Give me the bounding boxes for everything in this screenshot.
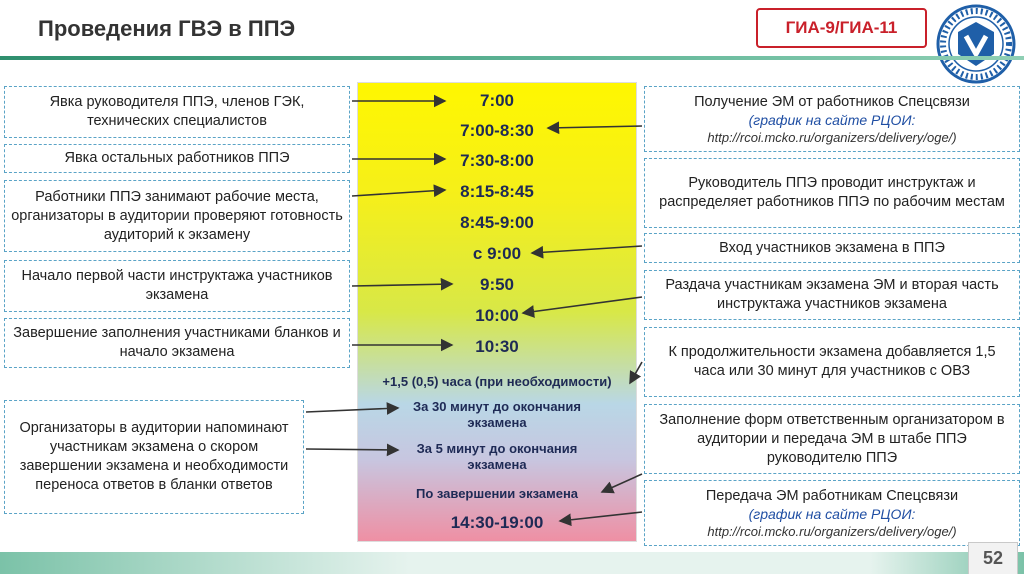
step-note: (график на сайте РЦОИ: <box>748 505 916 522</box>
step-text: Вход участников экзамена в ППЭ <box>719 239 945 256</box>
time-label: За 5 минут до окончания экзамена <box>416 441 578 472</box>
step-note: (график на сайте РЦОИ: <box>748 111 916 128</box>
step-text: Явка остальных работников ППЭ <box>64 150 290 166</box>
page-number: 52 <box>968 542 1018 574</box>
step-url: http://rcoi.mcko.ru/organizers/delivery/oge/) <box>707 523 957 539</box>
time-label: с 9:00 <box>472 244 522 263</box>
step-text: Раздача участникам экзамена ЭМ и вторая часть инструктажа участников экзамена <box>665 277 999 312</box>
time-label: 7:00-8:30 <box>460 121 534 140</box>
step-text: К продолжительности экзамена добавляется 1,5 часа или 30 минут для участников с ОВЗ <box>668 344 996 379</box>
time-label: По завершении экзамена <box>415 486 579 501</box>
footer-band <box>0 552 1024 574</box>
step-text: Заполнение форм ответственным организатором в аудитории и передача ЭМ в штабе ППЭ руководителю ППЭ <box>659 411 1005 466</box>
step-text: Завершение заполнения участниками бланков и начало экзамена <box>13 325 341 360</box>
step-url: http://rcoi.mcko.ru/organizers/delivery/oge/) <box>707 129 957 145</box>
time-label: 8:45-9:00 <box>460 213 534 232</box>
time-label: 9:50 <box>479 275 515 294</box>
step-text: Получение ЭМ от работников Спецсвязи <box>694 93 970 110</box>
step-text: Передача ЭМ работникам Спецсвязи <box>705 487 959 504</box>
time-label: 7:30-8:00 <box>460 151 534 170</box>
step-text: Организаторы в аудитории напоминают участникам экзамена о скором завершении экзамена и необходимости переноса ответов в бланки ответов <box>19 420 289 493</box>
gia-badge: ГИА-9/ГИА-11 <box>756 8 927 48</box>
time-label: За 30 минут до окончания экзамена <box>413 399 581 430</box>
step-text: Начало первой части инструктажа участников экзамена <box>21 268 333 303</box>
step-text: Работники ППЭ занимают рабочие места, организаторы в аудитории проверяют готовность аудиторий к экзамену <box>11 188 343 243</box>
time-label: 8:15-8:45 <box>460 182 534 201</box>
time-label: 7:00 <box>479 91 515 110</box>
time-label: +1,5 (0,5) часа (при необходимости) <box>382 374 612 389</box>
time-label: 14:30-19:00 <box>450 513 544 532</box>
step-text: Явка руководителя ППЭ, членов ГЭК, технических специалистов <box>49 94 305 129</box>
time-label: 10:00 <box>475 306 519 325</box>
step-text: Руководитель ППЭ проводит инструктаж и распределяет работников ППЭ по рабочим местам <box>659 175 1005 210</box>
page-title: Проведения ГВЭ в ППЭ <box>38 16 296 41</box>
time-label: 10:30 <box>475 337 519 356</box>
